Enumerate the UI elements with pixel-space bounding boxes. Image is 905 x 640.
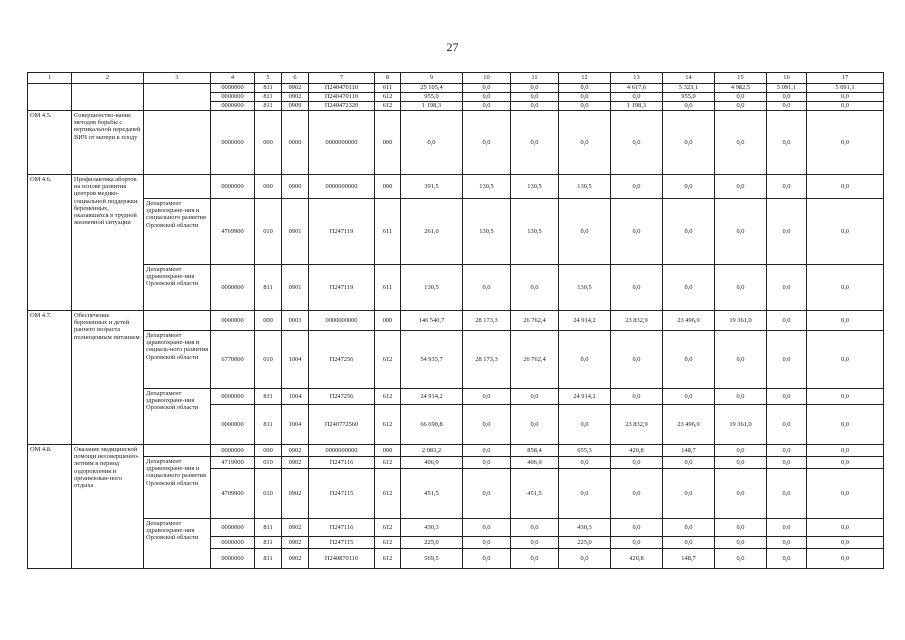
header-cell: 15 [715, 73, 767, 84]
table-cell: 5 091,1 [767, 84, 807, 93]
cell-name: Профилактика абортов на основе развития центров медико-социальной поддержки беременных, оказавшихся в трудной жизненной ситуации [72, 175, 144, 311]
table-cell: 010 [255, 199, 282, 265]
table-cell: 0,0 [807, 175, 884, 199]
table-cell: 0,0 [463, 93, 511, 102]
header-cell: 16 [767, 73, 807, 84]
table-cell: 0000000000 [309, 445, 375, 457]
table-cell: 0000000 [211, 84, 255, 93]
table-cell: 0,0 [767, 265, 807, 311]
table-cell: 0,0 [559, 405, 611, 445]
table-cell: 655,3 [559, 445, 611, 457]
table-cell: 0,0 [559, 469, 611, 519]
table-cell: 0000000 [211, 519, 255, 537]
table-cell: 0902 [282, 549, 309, 569]
table-cell: 148,7 [663, 549, 715, 569]
table-cell: 612 [375, 469, 401, 519]
table-cell: 4 982,5 [715, 84, 767, 93]
table-cell: 0,0 [663, 175, 715, 199]
table-cell: 225,0 [401, 537, 463, 549]
table-cell: 0,0 [463, 389, 511, 405]
cell-executor: Департамент здравоохране-ния Орловской области [144, 519, 211, 569]
table-cell: 0,0 [559, 457, 611, 469]
header-cell: 8 [375, 73, 401, 84]
table-cell: 0000000 [211, 93, 255, 102]
table-cell: 0,0 [807, 265, 884, 311]
table-cell: 26 762,4 [511, 331, 559, 389]
table-cell: 26 762,4 [511, 311, 559, 331]
table-cell: 1004 [282, 331, 309, 389]
table-cell: 0,0 [767, 445, 807, 457]
table-cell: 130,5 [511, 175, 559, 199]
cell-code: ОМ 4.8. [28, 445, 72, 569]
cell-executor: Департамент здравоохране-ния и социального развития Орловской области [144, 457, 211, 519]
table-cell: 5 091,1 [807, 84, 884, 93]
table-cell: 130,5 [463, 199, 511, 265]
table-cell: 225,0 [559, 537, 611, 549]
table-cell: 0,0 [511, 265, 559, 311]
table-cell: 611 [375, 199, 401, 265]
table-cell: 4719900 [211, 457, 255, 469]
table-row [28, 111, 884, 175]
table-cell: 811 [255, 93, 282, 102]
cell-code [28, 84, 72, 111]
table-cell: 955,0 [663, 93, 715, 102]
table-cell: 0,0 [511, 405, 559, 445]
table-cell: 0,0 [767, 519, 807, 537]
table-cell: 0,0 [559, 102, 611, 111]
cell-executor [144, 111, 211, 175]
table-cell: 0,0 [663, 111, 715, 175]
table-cell: 0,0 [767, 405, 807, 445]
table-cell: 0,0 [463, 111, 511, 175]
table-cell: 0,0 [807, 457, 884, 469]
table-cell: 0,0 [807, 93, 884, 102]
table-cell: 0909 [282, 102, 309, 111]
table-cell: П240870110 [309, 549, 375, 569]
cell-code: ОМ 4.6. [28, 175, 72, 311]
table-cell: 0,0 [511, 519, 559, 537]
table-cell: 569,5 [401, 549, 463, 569]
table-cell: 0,0 [611, 389, 663, 405]
table-row [28, 519, 884, 537]
table-cell: 0,0 [807, 537, 884, 549]
table-cell: 5 323,1 [663, 84, 715, 93]
table-cell: 858,4 [511, 445, 559, 457]
cell-executor: Департамент здравоохране-ния и социального развития Орловской области [144, 199, 211, 265]
table-cell: 2 083,2 [401, 445, 463, 457]
table-cell: 4769900 [211, 199, 255, 265]
cell-executor: Департамент здравоохране-ния Орловской области [144, 265, 211, 311]
table-cell: 0,0 [767, 175, 807, 199]
table-cell: 0,0 [463, 405, 511, 445]
table-cell: 28 173,3 [463, 331, 511, 389]
table-cell: 0,0 [559, 93, 611, 102]
table-cell: 0902 [282, 519, 309, 537]
table-cell: 0,0 [511, 111, 559, 175]
table-row [28, 265, 884, 311]
table-cell: 811 [255, 537, 282, 549]
table-cell: 0,0 [715, 93, 767, 102]
table-cell: 148,7 [663, 445, 715, 457]
table-cell: 430,3 [401, 519, 463, 537]
table-row [28, 84, 884, 93]
table-cell: 010 [255, 457, 282, 469]
table-cell: 612 [375, 537, 401, 549]
table-row [28, 175, 884, 199]
header-cell: 13 [611, 73, 663, 84]
table-cell: 406,9 [511, 457, 559, 469]
cell-executor [144, 175, 211, 199]
table-cell: 0,0 [663, 457, 715, 469]
table-row [28, 457, 884, 469]
table-cell: 0003 [282, 311, 309, 331]
table-cell: 811 [255, 549, 282, 569]
header-cell: 6 [282, 73, 309, 84]
table-cell: 0,0 [463, 445, 511, 457]
table-cell: 0,0 [663, 199, 715, 265]
page-number: 27 [446, 40, 459, 54]
table-cell: 0,0 [767, 457, 807, 469]
header-cell: 5 [255, 73, 282, 84]
table-cell: 0,0 [559, 199, 611, 265]
cell-name: Совершенство-вание методов борьбы с вертикальной передачей ВИЧ от матери к плоду [72, 111, 144, 175]
table-cell: 0,0 [715, 102, 767, 111]
table-cell: 0,0 [767, 331, 807, 389]
table-cell: 0,0 [611, 175, 663, 199]
table-cell: 0,0 [767, 102, 807, 111]
cell-name: Оказание медицинской помощи несовершенно-летним в период оздоровления и организован-ного отдыха [72, 445, 144, 569]
table-cell: 0,0 [611, 93, 663, 102]
cell-name: Обеспечение беременных и детей раннего возраста полноценным питанием [72, 311, 144, 445]
cell-executor: Департамент здравоохране-ния Орловской области [144, 389, 211, 445]
table-cell: 0,0 [807, 111, 884, 175]
table-cell: П240772560 [309, 405, 375, 445]
table-cell: 0902 [282, 537, 309, 549]
table-cell: 0,0 [767, 389, 807, 405]
table-cell: 0,0 [663, 265, 715, 311]
table-cell: 611 [375, 84, 401, 93]
table-cell: 66 690,8 [401, 405, 463, 445]
table-cell: 0902 [282, 445, 309, 457]
table-cell: 0,0 [767, 311, 807, 331]
table-cell: 000 [255, 311, 282, 331]
table-cell: 000 [255, 175, 282, 199]
table-cell: 0,0 [807, 331, 884, 389]
table-cell: 612 [375, 331, 401, 389]
table-cell: П247119 [309, 265, 375, 311]
table-cell: 0,0 [463, 537, 511, 549]
header-cell: 12 [559, 73, 611, 84]
table-cell: 0,0 [663, 102, 715, 111]
table-cell: 23 832,9 [611, 405, 663, 445]
header-cell: 1 [28, 73, 72, 84]
table-cell: 0,0 [611, 199, 663, 265]
table-cell: 0,0 [807, 549, 884, 569]
table-cell: 0,0 [611, 111, 663, 175]
table-cell: 0000000 [211, 445, 255, 457]
table-cell: 4709900 [211, 469, 255, 519]
table-row [28, 331, 884, 389]
table-cell: 23 832,9 [611, 311, 663, 331]
table-cell: 6770000 [211, 331, 255, 389]
table-cell: П240470110 [309, 93, 375, 102]
table-cell: 420,8 [611, 445, 663, 457]
table-cell: 25 105,4 [401, 84, 463, 93]
table-cell: 0,0 [807, 311, 884, 331]
table-cell: 130,5 [401, 265, 463, 311]
table-cell: 0,0 [715, 175, 767, 199]
table-cell: 0,0 [767, 537, 807, 549]
table-cell: 0,0 [767, 199, 807, 265]
table-cell: 000 [255, 111, 282, 175]
table-cell: 0,0 [715, 537, 767, 549]
cell-name [72, 84, 144, 111]
table-cell: 130,5 [559, 175, 611, 199]
header-cell: 2 [72, 73, 144, 84]
table-cell: 0,0 [511, 537, 559, 549]
table-cell: 0000000 [211, 405, 255, 445]
header-row [28, 73, 884, 84]
table-cell: 19 361,0 [715, 405, 767, 445]
table-cell: 0,0 [807, 389, 884, 405]
table-cell: 0000000000 [309, 175, 375, 199]
table-row [28, 199, 884, 265]
table-cell: 811 [255, 84, 282, 93]
table-cell: 0901 [282, 199, 309, 265]
table-cell: 0,0 [463, 102, 511, 111]
header-cell: 10 [463, 73, 511, 84]
table-cell: 612 [375, 93, 401, 102]
table-cell: 0,0 [511, 549, 559, 569]
table-cell: П240472320 [309, 102, 375, 111]
table-cell: П247116 [309, 519, 375, 537]
table-cell: 0,0 [767, 111, 807, 175]
table-cell: 406,9 [401, 457, 463, 469]
table-cell: 0,0 [715, 199, 767, 265]
cell-executor: Департамент здравоохране-ния и социаль-ного развития Орловской области [144, 331, 211, 389]
table-cell: 261,0 [401, 199, 463, 265]
table-cell: П240470110 [309, 84, 375, 93]
table-cell: 0,0 [715, 265, 767, 311]
table-cell: П247116 [309, 457, 375, 469]
table-cell: 811 [255, 519, 282, 537]
table-cell: 0902 [282, 469, 309, 519]
table-cell: 0,0 [715, 519, 767, 537]
table-cell: 451,5 [511, 469, 559, 519]
table-cell: 23 496,9 [663, 311, 715, 331]
cell-executor [144, 84, 211, 111]
table-cell: 811 [255, 389, 282, 405]
table-cell: 130,5 [511, 199, 559, 265]
table-cell: 811 [255, 265, 282, 311]
table-cell: 0,0 [807, 519, 884, 537]
table-cell: 0,0 [611, 519, 663, 537]
table-cell: 0000000 [211, 111, 255, 175]
table-cell: 1 198,3 [611, 102, 663, 111]
table-cell: 0,0 [715, 331, 767, 389]
table-cell: 0,0 [807, 469, 884, 519]
table-cell: 0,0 [663, 519, 715, 537]
table-cell: 000 [375, 311, 401, 331]
table-cell: 0,0 [611, 265, 663, 311]
table-cell: 0,0 [559, 84, 611, 93]
table-cell: 010 [255, 331, 282, 389]
table-cell: 420,8 [611, 549, 663, 569]
table-cell: 0,0 [715, 457, 767, 469]
table-cell: 0,0 [511, 84, 559, 93]
cell-executor [144, 445, 211, 457]
table-row [28, 445, 884, 457]
header-cell: 11 [511, 73, 559, 84]
cell-executor [144, 311, 211, 331]
header-cell: 9 [401, 73, 463, 84]
table-cell: 0,0 [559, 331, 611, 389]
table-cell: 0,0 [767, 549, 807, 569]
table-cell: 391,5 [401, 175, 463, 199]
table-cell: 611 [375, 265, 401, 311]
header-cell: 17 [807, 73, 884, 84]
table-cell: 000 [375, 445, 401, 457]
table-cell: 0,0 [611, 469, 663, 519]
table-row [28, 311, 884, 331]
table-cell: 000 [375, 111, 401, 175]
table-cell: 24 914,2 [559, 389, 611, 405]
table-cell: 0,0 [715, 469, 767, 519]
table-cell: 0000000 [211, 175, 255, 199]
table-cell: 0,0 [559, 111, 611, 175]
table-cell: 430,3 [559, 519, 611, 537]
table-cell: 0000000 [211, 549, 255, 569]
table-cell: 0,0 [611, 457, 663, 469]
table-cell: 0000000 [211, 537, 255, 549]
table-cell: 0,0 [715, 111, 767, 175]
table-cell: 1004 [282, 405, 309, 445]
table-cell: 24 914,2 [559, 311, 611, 331]
table-cell: 0,0 [559, 549, 611, 569]
table-cell: П247115 [309, 537, 375, 549]
cell-code: ОМ 4.5. [28, 111, 72, 175]
header-cell: 3 [144, 73, 211, 84]
table-cell: 130,5 [559, 265, 611, 311]
table-cell: 0,0 [807, 102, 884, 111]
cell-code: ОМ 4.7. [28, 311, 72, 445]
table-cell: 146 540,7 [401, 311, 463, 331]
table-cell: 130,5 [463, 175, 511, 199]
table-cell: 0000000 [211, 311, 255, 331]
table-cell: 0,0 [663, 331, 715, 389]
table-cell: 0,0 [715, 549, 767, 569]
table-cell: 0000000000 [309, 311, 375, 331]
table-cell: 4 617,6 [611, 84, 663, 93]
table-row [28, 389, 884, 405]
table-cell: 0,0 [663, 469, 715, 519]
table-cell: 0000 [282, 111, 309, 175]
table-cell: 811 [255, 405, 282, 445]
table-cell: 0000000 [211, 389, 255, 405]
table-cell: 0,0 [767, 469, 807, 519]
table-cell: 0,0 [463, 84, 511, 93]
budget-table [27, 72, 884, 569]
table-cell: П247256 [309, 331, 375, 389]
table-cell: 54 935,7 [401, 331, 463, 389]
table-cell: 0,0 [663, 537, 715, 549]
table-cell: 0000000000 [309, 111, 375, 175]
table-cell: 955,0 [401, 93, 463, 102]
table-cell: 0901 [282, 265, 309, 311]
table-cell: 451,5 [401, 469, 463, 519]
header-cell: 4 [211, 73, 255, 84]
table-cell: 0900 [282, 175, 309, 199]
table-cell: 23 496,9 [663, 405, 715, 445]
table-cell: 0902 [282, 84, 309, 93]
table-cell: 0902 [282, 93, 309, 102]
header-cell: 14 [663, 73, 715, 84]
table-cell: 28 173,3 [463, 311, 511, 331]
table-cell: 612 [375, 549, 401, 569]
table-cell: 0,0 [463, 549, 511, 569]
table-cell: П247256 [309, 389, 375, 405]
table-body [28, 73, 884, 569]
table-cell: 612 [375, 457, 401, 469]
table-cell: 0,0 [807, 405, 884, 445]
table-cell: 1004 [282, 389, 309, 405]
table-cell: 010 [255, 469, 282, 519]
table-cell: 0,0 [511, 102, 559, 111]
table-cell: 0,0 [807, 199, 884, 265]
table-cell: 0,0 [715, 445, 767, 457]
table-cell: 0,0 [401, 111, 463, 175]
table-cell: 612 [375, 102, 401, 111]
table-cell: 612 [375, 389, 401, 405]
table-cell: 0,0 [807, 445, 884, 457]
table-cell: 24 914,2 [401, 389, 463, 405]
table-cell: 612 [375, 405, 401, 445]
table-cell: 0,0 [463, 457, 511, 469]
table-cell: 0,0 [611, 331, 663, 389]
table-cell: 0,0 [463, 469, 511, 519]
table-cell: 19 361,0 [715, 311, 767, 331]
table-cell: 0,0 [463, 265, 511, 311]
table-cell: 0,0 [663, 389, 715, 405]
table-cell: 0000000 [211, 102, 255, 111]
table-cell: 0000000 [211, 265, 255, 311]
table-cell: 612 [375, 519, 401, 537]
table-cell: 0902 [282, 457, 309, 469]
table-cell: П247115 [309, 469, 375, 519]
table-cell: 0,0 [511, 93, 559, 102]
table-cell: 0,0 [767, 93, 807, 102]
table-cell: 1 198,3 [401, 102, 463, 111]
header-cell: 7 [309, 73, 375, 84]
table-cell: 0,0 [611, 537, 663, 549]
table-cell: 000 [375, 175, 401, 199]
table-cell: 0,0 [715, 389, 767, 405]
table-cell: 0,0 [511, 389, 559, 405]
table-cell: 000 [255, 445, 282, 457]
table-cell: 811 [255, 102, 282, 111]
table-cell: П247119 [309, 199, 375, 265]
table-cell: 0,0 [463, 519, 511, 537]
